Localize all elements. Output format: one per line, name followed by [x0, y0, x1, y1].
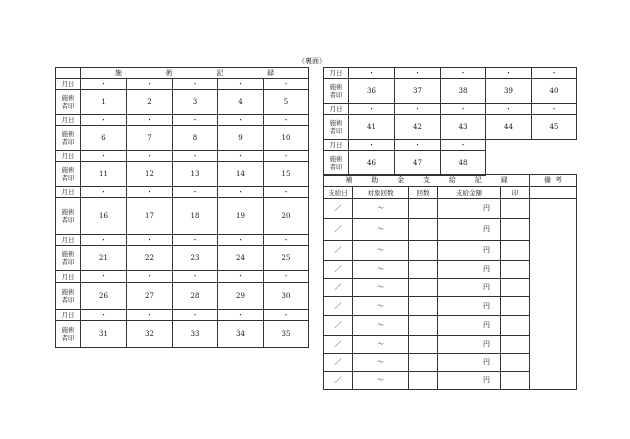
- date-cell: ・: [264, 79, 309, 90]
- title-char: 助: [371, 176, 379, 184]
- date-cell: ・: [81, 151, 127, 162]
- date-cell: ・: [81, 187, 127, 198]
- treatment-record-table: [55, 67, 309, 348]
- payment-date-cell: ／: [324, 199, 353, 219]
- seal-label: 施術 者印: [56, 90, 81, 115]
- session-number: 10: [264, 126, 309, 151]
- date-label: 月日: [324, 104, 349, 115]
- payment-date-cell: ／: [324, 316, 353, 336]
- date-cell: ・: [81, 79, 127, 90]
- target-sessions-cell: ～: [353, 261, 409, 279]
- count-cell: [409, 336, 438, 354]
- session-number: 11: [81, 162, 127, 187]
- session-number: 35: [264, 321, 309, 348]
- amount-cell: 円: [438, 199, 501, 219]
- date-cell: ・: [173, 151, 218, 162]
- target-sessions-cell: ～: [353, 279, 409, 297]
- date-cell: ・: [173, 310, 218, 321]
- date-cell: ・: [264, 235, 309, 246]
- table-row: [324, 151, 577, 176]
- target-sessions-cell: ～: [353, 336, 409, 354]
- amount-cell: 円: [438, 297, 501, 316]
- session-number: 27: [127, 283, 173, 310]
- title-char: 金: [397, 176, 405, 184]
- session-number: 5: [264, 90, 309, 115]
- column-header: 支給日: [324, 187, 353, 199]
- date-cell: ・: [218, 310, 264, 321]
- date-cell: ・: [349, 68, 395, 79]
- payment-date-cell: ／: [324, 354, 353, 372]
- amount-cell: 円: [438, 372, 501, 390]
- date-label: 月日: [56, 271, 81, 283]
- seal-cell: [501, 316, 530, 336]
- payment-date-cell: ／: [324, 372, 353, 390]
- session-number: 45: [532, 115, 577, 140]
- date-cell: ・: [81, 235, 127, 246]
- date-cell: ・: [173, 235, 218, 246]
- session-number: 1: [81, 90, 127, 115]
- table-row: [56, 310, 309, 321]
- count-cell: [409, 279, 438, 297]
- target-sessions-cell: ～: [353, 297, 409, 316]
- amount-cell: 円: [438, 241, 501, 261]
- session-number: 9: [218, 126, 264, 151]
- target-sessions-cell: ～: [353, 316, 409, 336]
- target-sessions-cell: ～: [353, 199, 409, 219]
- table-row: [56, 246, 309, 271]
- table-title: [81, 68, 309, 79]
- date-cell: ・: [127, 310, 173, 321]
- seal-cell: [501, 354, 530, 372]
- date-label: 月日: [56, 79, 81, 90]
- seal-cell: [501, 199, 530, 219]
- count-cell: [409, 354, 438, 372]
- count-cell: [409, 372, 438, 390]
- corner-cell: [56, 68, 81, 79]
- date-cell: ・: [218, 79, 264, 90]
- date-label: 月日: [324, 140, 349, 151]
- session-number: 46: [349, 151, 395, 176]
- date-cell: ・: [173, 115, 218, 126]
- target-sessions-cell: ～: [353, 219, 409, 241]
- table-row: [56, 271, 309, 283]
- title-char: 給: [448, 176, 456, 184]
- session-number: 12: [127, 162, 173, 187]
- session-number: 48: [441, 151, 486, 176]
- table-row: [56, 235, 309, 246]
- date-cell: ・: [395, 140, 441, 151]
- session-number: 44: [486, 115, 532, 140]
- seal-label: 施術 者印: [324, 151, 349, 176]
- date-cell: ・: [127, 271, 173, 283]
- session-number: 23: [173, 246, 218, 271]
- session-number: 25: [264, 246, 309, 271]
- table-row: [56, 283, 309, 310]
- date-cell: ・: [127, 151, 173, 162]
- date-cell: ・: [441, 68, 486, 79]
- column-header: 対象回数: [353, 187, 409, 199]
- amount-cell: 円: [438, 316, 501, 336]
- table-row: [324, 104, 577, 115]
- title-char: 録: [267, 68, 275, 77]
- date-label: 月日: [324, 68, 349, 79]
- title-char: 補: [345, 176, 353, 184]
- title-char: 考: [555, 176, 563, 184]
- column-header: 印: [501, 187, 530, 199]
- session-number: 26: [81, 283, 127, 310]
- date-cell: ・: [532, 104, 577, 115]
- session-number: 20: [264, 198, 309, 235]
- title-char: 録: [500, 176, 508, 184]
- amount-cell: 円: [438, 261, 501, 279]
- date-cell: ・: [127, 79, 173, 90]
- table-row: [56, 90, 309, 115]
- session-number: 13: [173, 162, 218, 187]
- session-number: 16: [81, 198, 127, 235]
- treatment-record-continued-table: [323, 67, 577, 176]
- title-char: 術: [165, 68, 173, 77]
- seal-cell: [501, 279, 530, 297]
- date-cell: ・: [264, 310, 309, 321]
- payment-date-cell: ／: [324, 261, 353, 279]
- table-row: [56, 68, 309, 79]
- target-sessions-cell: ～: [353, 372, 409, 390]
- date-cell: ・: [486, 68, 532, 79]
- session-number: 37: [395, 79, 441, 104]
- count-cell: [409, 316, 438, 336]
- date-cell: ・: [81, 310, 127, 321]
- table-row: [324, 175, 577, 187]
- session-number: 31: [81, 321, 127, 348]
- table-row: [56, 162, 309, 187]
- empty-cell: [486, 151, 577, 176]
- date-cell: ・: [486, 104, 532, 115]
- table-row: [324, 187, 577, 199]
- table-row: [324, 115, 577, 140]
- session-number: 8: [173, 126, 218, 151]
- session-number: 22: [127, 246, 173, 271]
- seal-cell: [501, 372, 530, 390]
- seal-label: 施術 者印: [56, 321, 81, 348]
- payment-date-cell: ／: [324, 336, 353, 354]
- table-row: [56, 187, 309, 198]
- table-title: [324, 175, 530, 187]
- payment-date-cell: ／: [324, 241, 353, 261]
- table-row: [324, 79, 577, 104]
- seal-label: 施術 者印: [56, 198, 81, 235]
- table-row: [56, 115, 309, 126]
- seal-label: 施術 者印: [56, 126, 81, 151]
- seal-label: 施術 者印: [324, 115, 349, 140]
- session-number: 24: [218, 246, 264, 271]
- date-cell: ・: [218, 271, 264, 283]
- date-label: 月日: [56, 151, 81, 162]
- date-cell: ・: [441, 104, 486, 115]
- date-cell: ・: [218, 115, 264, 126]
- session-number: 39: [486, 79, 532, 104]
- session-number: 28: [173, 283, 218, 310]
- amount-cell: 円: [438, 336, 501, 354]
- seal-label: 施術 者印: [56, 283, 81, 310]
- amount-cell: 円: [438, 354, 501, 372]
- session-number: 2: [127, 90, 173, 115]
- date-cell: ・: [81, 115, 127, 126]
- date-cell: ・: [264, 187, 309, 198]
- table-row: [56, 321, 309, 348]
- session-number: 43: [441, 115, 486, 140]
- title-char: 支: [423, 176, 430, 184]
- date-cell: ・: [395, 68, 441, 79]
- date-cell: ・: [395, 104, 441, 115]
- date-cell: ・: [264, 271, 309, 283]
- date-cell: ・: [218, 187, 264, 198]
- session-number: 19: [218, 198, 264, 235]
- date-cell: ・: [349, 104, 395, 115]
- session-number: 14: [218, 162, 264, 187]
- date-cell: ・: [173, 271, 218, 283]
- count-cell: [409, 199, 438, 219]
- title-char: 記: [216, 68, 224, 77]
- session-number: 3: [173, 90, 218, 115]
- count-cell: [409, 297, 438, 316]
- title-char: 備: [544, 176, 552, 184]
- date-cell: ・: [264, 151, 309, 162]
- table-row: [324, 199, 577, 219]
- session-number: 34: [218, 321, 264, 348]
- date-cell: ・: [218, 151, 264, 162]
- session-number: 47: [395, 151, 441, 176]
- empty-cell: [486, 140, 577, 151]
- seal-cell: [501, 219, 530, 241]
- date-cell: ・: [218, 235, 264, 246]
- date-label: 月日: [56, 310, 81, 321]
- date-cell: ・: [441, 140, 486, 151]
- seal-cell: [501, 297, 530, 316]
- amount-cell: 円: [438, 279, 501, 297]
- session-number: 21: [81, 246, 127, 271]
- date-cell: ・: [264, 115, 309, 126]
- date-label: 月日: [56, 187, 81, 198]
- session-number: 30: [264, 283, 309, 310]
- remarks-header-spacer: [530, 187, 577, 199]
- date-cell: ・: [127, 235, 173, 246]
- seal-label: 施術 者印: [56, 162, 81, 187]
- session-number: 33: [173, 321, 218, 348]
- table-row: [56, 126, 309, 151]
- table-row: [56, 151, 309, 162]
- title-char: 施: [114, 68, 122, 77]
- seal-label: 施術 者印: [56, 246, 81, 271]
- seal-cell: [501, 261, 530, 279]
- session-number: 15: [264, 162, 309, 187]
- payment-date-cell: ／: [324, 297, 353, 316]
- session-number: 29: [218, 283, 264, 310]
- count-cell: [409, 261, 438, 279]
- date-cell: ・: [349, 140, 395, 151]
- column-header: 回数: [409, 187, 438, 199]
- count-cell: [409, 219, 438, 241]
- seal-cell: [501, 241, 530, 261]
- seal-cell: [501, 336, 530, 354]
- date-label: 月日: [56, 235, 81, 246]
- session-number: 38: [441, 79, 486, 104]
- subsidy-record-table: [323, 174, 577, 390]
- session-number: 40: [532, 79, 577, 104]
- column-header: 支給金額: [438, 187, 501, 199]
- page-header: （裏面）: [298, 57, 326, 65]
- date-cell: ・: [127, 115, 173, 126]
- table-row: [56, 198, 309, 235]
- seal-label: 施術 者印: [324, 79, 349, 104]
- date-cell: ・: [173, 79, 218, 90]
- session-number: 6: [81, 126, 127, 151]
- payment-date-cell: ／: [324, 219, 353, 241]
- date-label: 月日: [56, 115, 81, 126]
- session-number: 36: [349, 79, 395, 104]
- count-cell: [409, 241, 438, 261]
- date-cell: ・: [81, 271, 127, 283]
- table-row: [324, 140, 577, 151]
- date-cell: ・: [532, 68, 577, 79]
- target-sessions-cell: ～: [353, 354, 409, 372]
- session-number: 17: [127, 198, 173, 235]
- session-number: 32: [127, 321, 173, 348]
- session-number: 42: [395, 115, 441, 140]
- date-cell: ・: [127, 187, 173, 198]
- session-number: 4: [218, 90, 264, 115]
- amount-cell: 円: [438, 219, 501, 241]
- remarks-cell: [530, 199, 577, 390]
- session-number: 7: [127, 126, 173, 151]
- table-row: [56, 79, 309, 90]
- table-row: [324, 68, 577, 79]
- target-sessions-cell: ～: [353, 241, 409, 261]
- session-number: 18: [173, 198, 218, 235]
- date-cell: ・: [173, 187, 218, 198]
- payment-date-cell: ／: [324, 279, 353, 297]
- title-char: 記: [474, 176, 482, 184]
- remarks-header: [530, 175, 577, 187]
- session-number: 41: [349, 115, 395, 140]
